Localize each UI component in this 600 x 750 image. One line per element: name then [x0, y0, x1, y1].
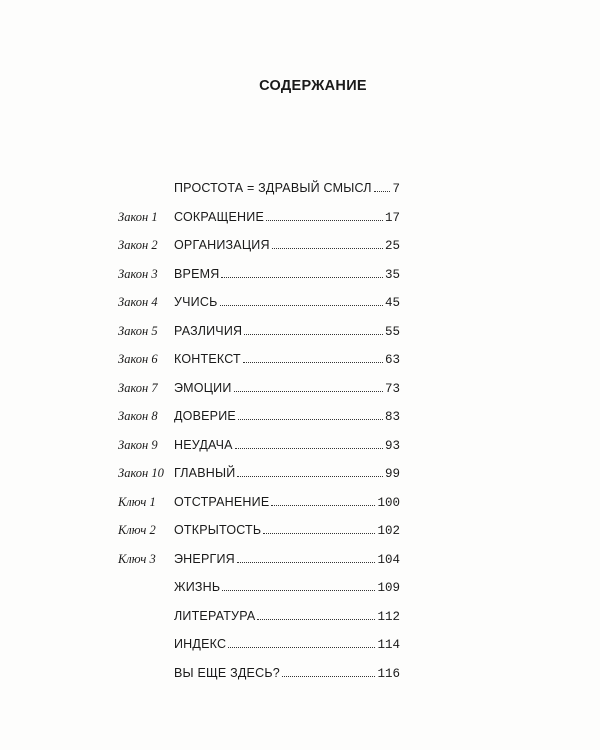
dot-leader: [282, 676, 376, 677]
toc-entry-title: ВЫ ЕЩЕ ЗДЕСЬ?: [174, 665, 280, 680]
toc-row: [0, 409, 600, 427]
toc-entry: [174, 181, 400, 196]
toc-row: [0, 352, 600, 370]
toc-page-number: 114: [377, 638, 400, 652]
toc-row-label: Ключ 3: [118, 551, 156, 566]
toc-row-label: Закон 1: [118, 209, 158, 224]
toc-entry: [174, 238, 400, 253]
toc-entry-title: ОТКРЫТОСТЬ: [174, 523, 262, 537]
toc-page-number: 104: [377, 552, 400, 567]
toc-entry-title: ДОВЕРИЕ: [174, 409, 236, 423]
toc-row: [0, 210, 600, 228]
toc-row: [0, 580, 600, 598]
toc-row: [0, 295, 600, 313]
toc-entry-title: КОНТЕКСТ: [174, 352, 241, 366]
toc-row-label: Закон 6: [118, 352, 158, 366]
toc-entry: [174, 495, 400, 510]
toc-row: [0, 637, 600, 655]
dot-leader: [222, 590, 375, 591]
toc-row: [0, 552, 600, 570]
dot-leader: [234, 391, 383, 392]
toc-row: [0, 466, 600, 484]
page-title: СОДЕРЖАНИЕ: [259, 78, 367, 94]
dot-leader: [228, 647, 375, 648]
toc-row: [0, 609, 600, 627]
dot-leader: [235, 448, 383, 449]
toc-page-number: 17: [384, 210, 400, 225]
toc-entry-title: ЖИЗНЬ: [174, 580, 221, 594]
toc-entry-title: ОРГАНИЗАЦИЯ: [174, 238, 270, 252]
toc-entry-title: ПРОСТОТА = ЗДРАВЫЙ СМЫСЛ: [174, 181, 372, 195]
toc-page-number: 100: [377, 495, 400, 510]
toc-row-label: Закон 4: [118, 295, 158, 309]
toc-row: [0, 523, 600, 541]
toc-page-number: 109: [377, 581, 400, 595]
toc-entry-title: ЭНЕРГИЯ: [174, 551, 235, 566]
toc-entry: [174, 352, 400, 367]
dot-leader: [244, 334, 383, 335]
toc-row-label: Закон 2: [118, 238, 158, 252]
toc-entry: [174, 609, 400, 624]
toc-row: [0, 267, 600, 285]
toc-entry-title: НЕУДАЧА: [174, 437, 233, 452]
toc-entry-title: РАЗЛИЧИЯ: [174, 323, 243, 338]
toc-page-number: 25: [384, 239, 400, 253]
toc-entry-title: ОТСТРАНЕНИЕ: [174, 494, 270, 509]
toc-row-label: Ключ 2: [118, 523, 156, 537]
toc-row: [0, 181, 600, 199]
toc-entry: [174, 637, 400, 652]
toc-page-number: 35: [384, 267, 400, 282]
toc-page-number: 99: [384, 467, 400, 481]
toc-row: [0, 495, 600, 513]
toc-page-number: 63: [384, 353, 400, 367]
toc-entry: [174, 666, 400, 681]
dot-leader: [263, 533, 375, 534]
toc-entry: [174, 523, 400, 538]
toc-entry: [174, 552, 400, 567]
toc-entry-title: ГЛАВНЫЙ: [174, 466, 236, 480]
toc-page-number: 7: [392, 182, 400, 196]
toc-row: [0, 438, 600, 456]
toc-row-label: Закон 5: [118, 323, 158, 338]
toc-row-label: Ключ 1: [118, 494, 156, 509]
toc-row-label: Закон 7: [118, 380, 158, 395]
dot-leader: [243, 362, 383, 363]
toc-entry-title: ЛИТЕРАТУРА: [174, 608, 256, 623]
toc-page-number: 83: [384, 410, 400, 424]
dot-leader: [374, 191, 391, 192]
toc-entry-title: ИНДЕКС: [174, 637, 227, 651]
dot-leader: [238, 419, 383, 420]
toc-entry-title: ВРЕМЯ: [174, 266, 220, 281]
dot-leader: [271, 505, 375, 506]
toc-entry-title: СОКРАЩЕНИЕ: [174, 209, 265, 224]
toc-entry: [174, 409, 400, 424]
toc-entry: [174, 381, 400, 396]
toc-entry: [174, 324, 400, 339]
toc-row: [0, 666, 600, 684]
toc-page-number: 102: [377, 524, 400, 538]
toc-entry: [174, 438, 400, 453]
toc-row-label: Закон 9: [118, 437, 158, 452]
toc-row-label: Закон 10: [118, 466, 164, 480]
toc-row-label: Закон 8: [118, 409, 158, 423]
toc-entry-title: ЭМОЦИИ: [174, 380, 232, 395]
dot-leader: [237, 476, 383, 477]
dot-leader: [220, 305, 383, 306]
toc-entry: [174, 295, 400, 310]
toc-page-number: 112: [377, 609, 400, 624]
toc-entry-title: УЧИСЬ: [174, 295, 218, 309]
toc-page-number: 93: [384, 438, 400, 453]
toc-row-label: Закон 3: [118, 266, 158, 281]
dot-leader: [257, 619, 375, 620]
dot-leader: [272, 248, 383, 249]
toc-page-number: 73: [384, 381, 400, 396]
toc-entry: [174, 267, 400, 282]
toc-page-number: 55: [384, 324, 400, 339]
dot-leader: [237, 562, 376, 563]
toc-row: [0, 238, 600, 256]
dot-leader: [221, 277, 383, 278]
toc-entry: [174, 580, 400, 595]
toc-page-number: 116: [377, 666, 400, 681]
toc-entry: [174, 466, 400, 481]
dot-leader: [266, 220, 383, 221]
toc-row: [0, 381, 600, 399]
toc-row: [0, 324, 600, 342]
toc-entry: [174, 210, 400, 225]
toc-page-number: 45: [384, 296, 400, 310]
